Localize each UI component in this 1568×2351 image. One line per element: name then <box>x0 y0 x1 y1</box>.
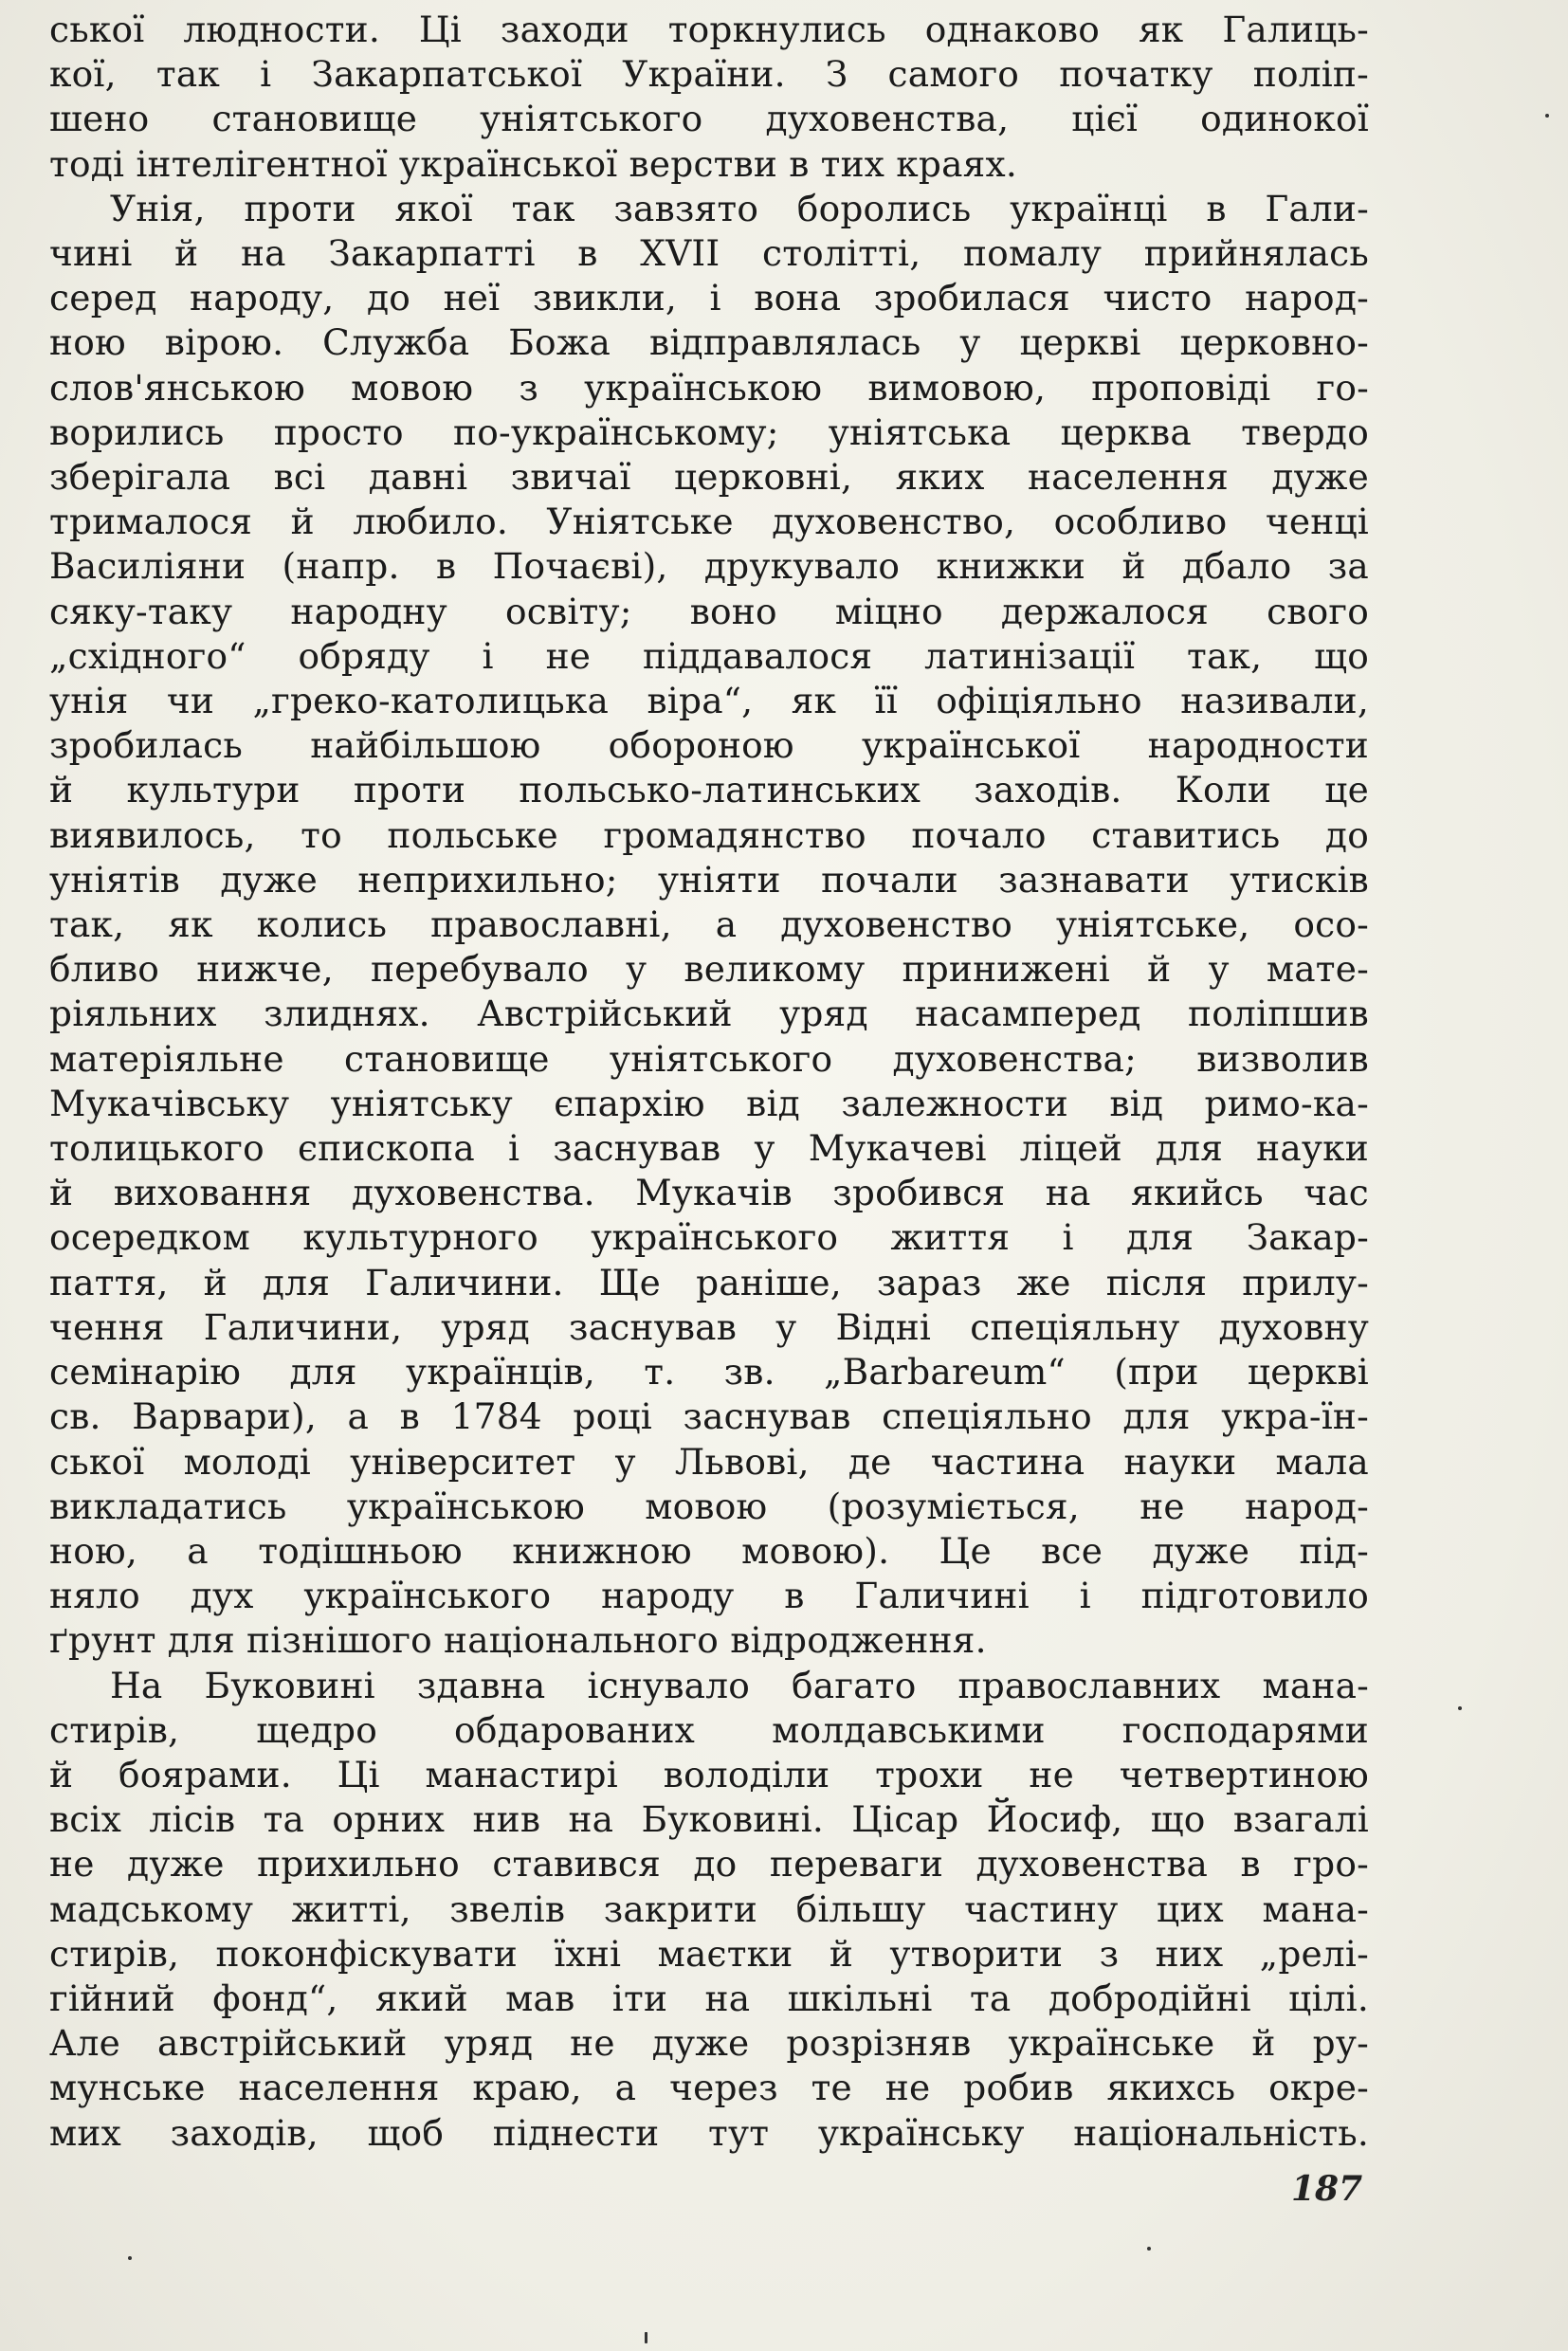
text-line: няло дух українського народу в Галичині і підготовило <box>49 1575 1369 1617</box>
dust-speck <box>128 2256 132 2260</box>
text-line: св. Варвари), а в 1784 році заснував спеціяльно для укра-їн- <box>49 1395 1369 1438</box>
text-line: стирів, поконфіскувати їхні маєтки й утворити з них „релі- <box>49 1932 1369 1975</box>
text-line: слов'янською мовою з українською вимовою, проповіді го- <box>49 366 1369 409</box>
text-line: гійний фонд“, який мав іти на шкільні та добродійні цілі. <box>49 1977 1369 2019</box>
text-line: ґрунт для пізнішого національного відродження. <box>49 1619 987 1662</box>
text-line: Мукачівську уніятську єпархію від залежности від римо-ка- <box>49 1082 1369 1124</box>
text-line: толицького єпископа і заснував у Мукачеві ліцей для науки <box>49 1127 1369 1170</box>
text-line: трималося й любило. Уніятське духовенство, особливо ченці <box>49 501 1369 543</box>
text-line: тоді інтелігентної української верстви в тих краях. <box>49 142 1017 185</box>
text-line: викладатись українською мовою (розуміється, не народ- <box>49 1485 1369 1527</box>
paragraph-2 <box>49 187 1369 1664</box>
text-line: уніятів дуже неприхильно; уніяти почали зазнавати утисків <box>49 858 1369 901</box>
text-line: матеріяльне становище уніятського духовенства; визволив <box>49 1037 1369 1080</box>
text-line: Унія, проти якої так завзято боролись українці в Гали- <box>110 187 1369 229</box>
paragraph-3 <box>49 1664 1369 2156</box>
text-line: Але австрійський уряд не дуже розрізняв українське й ру- <box>49 2022 1369 2065</box>
text-line: кої, так і Закарпатської України. З самого початку поліп- <box>49 53 1369 96</box>
text-line: осередком культурного українського життя і для Закар- <box>49 1216 1369 1259</box>
text-line: так, як колись православні, а духовенство уніятське, осо- <box>49 903 1369 946</box>
text-line: чення Галичини, уряд заснував у Відні спеціяльну духовну <box>49 1305 1369 1348</box>
text-line: чині й на Закарпатті в XVII столітті, помалу прийнялась <box>49 232 1369 275</box>
dust-speck <box>1147 2247 1151 2251</box>
dust-speck <box>645 2332 647 2343</box>
text-line: паття, й для Галичини. Ще раніше, зараз же після прилу- <box>49 1261 1369 1303</box>
text-line: зберігала всі давні звичаї церковні, яких населення дуже <box>49 456 1369 499</box>
text-line: мадському житті, звелів закрити більшу частину цих мана- <box>49 1887 1369 1930</box>
body-text <box>49 8 1369 2156</box>
text-line: всіх лісів та орних нив на Буковині. Цісар Йосиф, що взагалі <box>49 1798 1369 1841</box>
text-line: унія чи „греко-католицька віра“, як її офіціяльно називали, <box>49 680 1369 722</box>
text-line: ною вірою. Служба Божа відправлялась у церкві церковно- <box>49 321 1369 364</box>
text-line: бливо нижче, перебувало у великому принижені й у мате- <box>49 948 1369 991</box>
text-line: ської людности. Ці заходи торкнулись однаково як Галиць- <box>49 9 1369 50</box>
text-line: стирів, щедро обдарованих молдавськими господарями <box>49 1708 1369 1751</box>
text-line: На Буковині здавна існувало багато православних мана- <box>110 1664 1369 1706</box>
text-line: й культури проти польсько-латинських заходів. Коли це <box>49 769 1369 811</box>
text-line: шено становище уніятського духовенства, цієї одинокої <box>49 98 1369 140</box>
text-line: виявилось, то польське громадянство почало ставитись до <box>49 813 1369 856</box>
text-line: „східного“ обряду і не піддавалося латинізації так, що <box>49 634 1369 677</box>
text-line: серед народу, до неї звикли, і вона зробилася чисто народ- <box>49 277 1369 319</box>
text-line: ворились просто по-українському; уніятська церква твердо <box>49 410 1369 453</box>
text-line: сяку-таку народну освіту; воно міцно держалося свого <box>49 590 1369 632</box>
page-number: 187 <box>1291 2169 1363 2209</box>
text-line: ської молоді університет у Львові, де частина науки мала <box>49 1440 1369 1483</box>
text-line: ріяльних злиднях. Австрійський уряд насамперед поліпшив <box>49 993 1369 1035</box>
text-line: ною, а тодішньою книжною мовою). Це все дуже під- <box>49 1529 1369 1572</box>
text-line: мих заходів, щоб піднести тут українську національність. <box>49 2111 1369 2154</box>
dust-speck <box>1458 1706 1462 1710</box>
text-line: не дуже прихильно ставився до переваги духовенства в гро- <box>49 1843 1369 1886</box>
paragraph-1 <box>49 8 1369 187</box>
text-line: й виховання духовенства. Мукачів зробився на якийсь час <box>49 1172 1369 1214</box>
text-line: семінарію для українців, т. зв. „Barbareum“ (при церкві <box>49 1351 1369 1394</box>
dust-speck <box>1545 114 1549 118</box>
text-line: зробилась найбільшою обороною української народности <box>49 724 1369 767</box>
text-line: й боярами. Ці манастирі володіли трохи не четвертиною <box>49 1753 1369 1795</box>
text-line: Василіяни (напр. в Почаєві), друкувало книжки й дбало за <box>49 545 1369 588</box>
text-line: мунське населення краю, а через те не робив якихсь окре- <box>49 2067 1369 2109</box>
